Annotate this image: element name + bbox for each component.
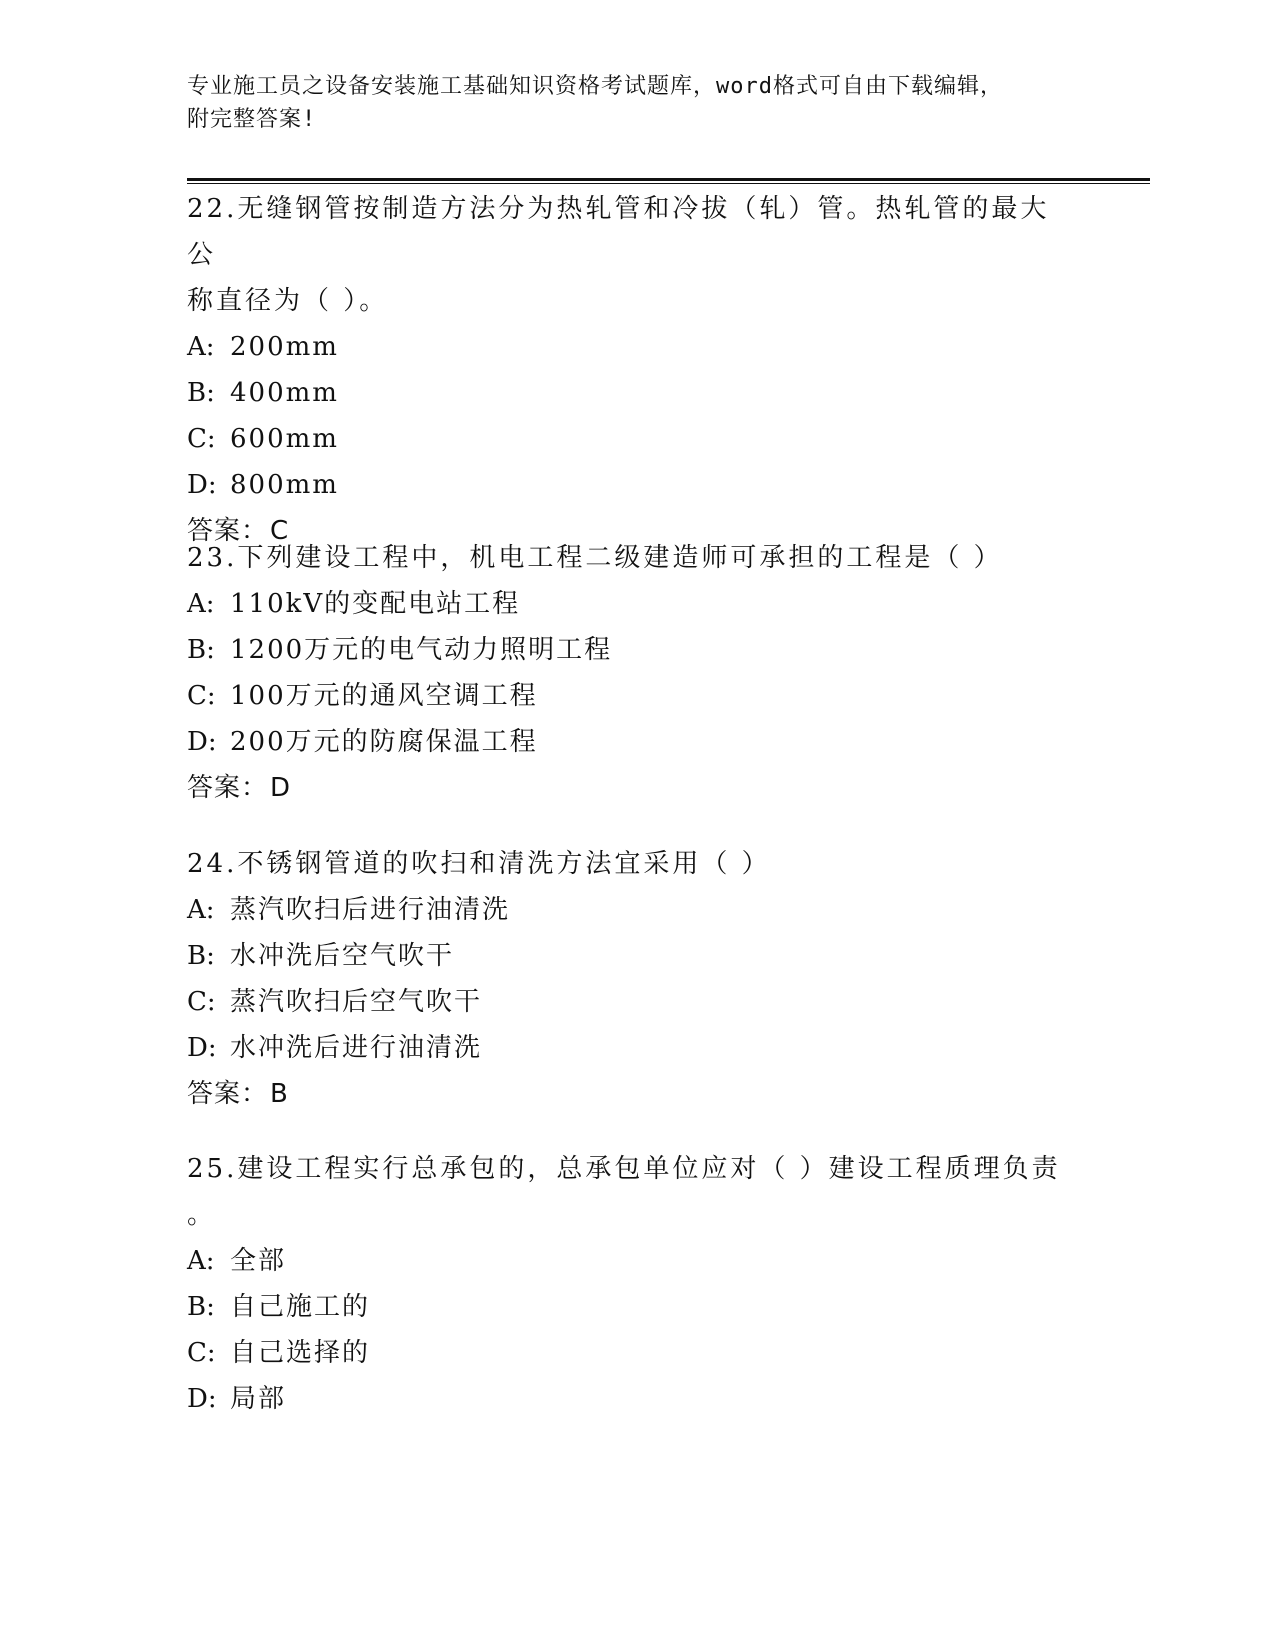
question-25	[187, 1146, 1077, 1422]
option-d	[187, 1025, 1077, 1071]
document-header	[187, 70, 1067, 136]
option-text: 200mm	[230, 332, 339, 362]
option-text: 100万元的通风空调工程	[230, 681, 538, 711]
option-text: 自己施工的	[230, 1292, 371, 1322]
answer-label: 答案：	[187, 773, 269, 803]
answer-line	[187, 1071, 1077, 1117]
option-a	[187, 324, 1077, 370]
option-letter: D:	[187, 1384, 217, 1414]
option-b	[187, 627, 1077, 673]
header-line-1: 专业施工员之设备安装施工基础知识资格考试题库，word格式可自由下载编辑，	[187, 74, 1003, 99]
option-c	[187, 416, 1077, 462]
option-letter: A:	[187, 589, 215, 619]
option-c	[187, 979, 1077, 1025]
option-letter: B:	[187, 1292, 215, 1322]
question-stem-line-1: 23.下列建设工程中，机电工程二级建造师可承担的工程是（ ）	[187, 543, 1003, 573]
question-stem-line-2: 称直径为（ ）。	[187, 286, 389, 316]
question-24	[187, 841, 1077, 1117]
option-text: 局部	[230, 1384, 287, 1414]
option-text: 蒸汽吹扫后空气吹干	[230, 987, 483, 1017]
option-letter: B:	[187, 378, 215, 408]
option-text: 全部	[230, 1246, 287, 1276]
option-letter: D:	[187, 727, 217, 757]
option-a	[187, 581, 1077, 627]
question-stem-line-1: 24.不锈钢管道的吹扫和清洗方法宜采用（ ）	[187, 849, 771, 879]
option-text: 800mm	[230, 470, 339, 500]
option-b	[187, 933, 1077, 979]
answer-value: D	[270, 773, 292, 803]
option-text: 水冲洗后空气吹干	[230, 941, 455, 971]
question-23	[187, 535, 1077, 811]
answer-line	[187, 765, 1077, 811]
option-letter: A:	[187, 1246, 215, 1276]
option-letter: C:	[187, 681, 216, 711]
option-letter: D:	[187, 470, 217, 500]
option-d	[187, 1376, 1077, 1422]
option-d	[187, 462, 1077, 508]
option-letter: A:	[187, 895, 215, 925]
option-letter: C:	[187, 1338, 216, 1368]
option-letter: B:	[187, 635, 215, 665]
option-text: 1200万元的电气动力照明工程	[230, 635, 613, 665]
option-b	[187, 370, 1077, 416]
option-text: 200万元的防腐保温工程	[230, 727, 538, 757]
option-text: 水冲洗后进行油清洗	[230, 1033, 483, 1063]
option-a	[187, 887, 1077, 933]
option-d	[187, 719, 1077, 765]
answer-value: B	[270, 1079, 289, 1109]
option-letter: A:	[187, 332, 215, 362]
option-letter: C:	[187, 987, 216, 1017]
question-stem-line-1: 22.无缝钢管按制造方法分为热轧管和冷拔（轧）管。热轧管的最大公	[187, 194, 1050, 270]
option-text: 自己选择的	[230, 1338, 371, 1368]
header-line-2: 附完整答案!	[187, 107, 317, 132]
option-text: 600mm	[230, 424, 339, 454]
answer-value: C	[270, 516, 290, 546]
answer-label: 答案：	[187, 516, 269, 546]
option-c	[187, 1330, 1077, 1376]
option-text: 110kV的变配电站工程	[230, 589, 521, 619]
answer-label: 答案：	[187, 1079, 269, 1109]
question-stem-line-2: 。	[187, 1200, 217, 1230]
option-b	[187, 1284, 1077, 1330]
option-letter: B:	[187, 941, 215, 971]
option-text: 400mm	[230, 378, 339, 408]
option-letter: D:	[187, 1033, 217, 1063]
header-divider-thin	[187, 183, 1150, 184]
question-22	[187, 186, 1077, 554]
header-divider-thick	[187, 178, 1150, 181]
option-c	[187, 673, 1077, 719]
question-stem-line-1: 25.建设工程实行总承包的，总承包单位应对（ ）建设工程质理负责	[187, 1154, 1061, 1184]
option-text: 蒸汽吹扫后进行油清洗	[230, 895, 511, 925]
option-a	[187, 1238, 1077, 1284]
option-letter: C:	[187, 424, 216, 454]
